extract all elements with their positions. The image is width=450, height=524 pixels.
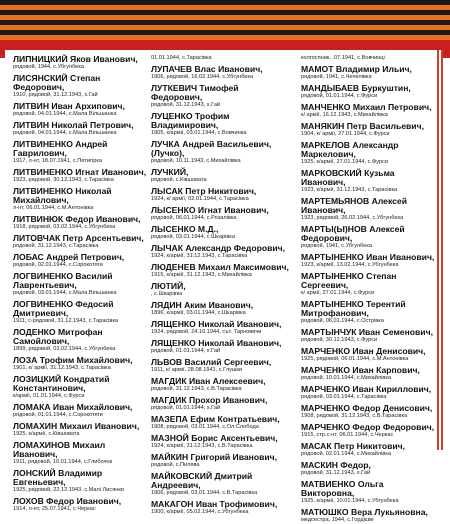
entry-name: МАНДЫБАЕВ Буркуштин, [301, 83, 411, 93]
list-item [13, 74, 151, 99]
entry-info: 1906, рядовой, 16.02.1944, с.Убгунбека [151, 74, 254, 80]
list-item [13, 168, 151, 184]
entry-name: ЛЫСЕНКО М.Д., [151, 224, 219, 234]
entry-info: 1923, рядовой, 30.12.1943, с.Тарасівка [13, 177, 114, 183]
entry-info: рядовой, 31.12.1943, с.Тарасівка [13, 243, 99, 249]
list-item [151, 415, 289, 431]
entry-name: МАРЧЕНКО Иван Карпович, [301, 365, 420, 375]
entry-name: МАНЧЕНКО Михаил Петрович, [301, 102, 432, 112]
entry-name: МАКАГОН Иван Трофимович, [151, 499, 278, 509]
entry-name: МАЗЕПА Ефим Контратьевич, [151, 414, 280, 424]
entry-name: ЛУЦЕНКО Трофим Владимирович, [151, 111, 230, 130]
entry-info: 1914, л-нт, 25.07.1941, с.Черкас [13, 506, 96, 512]
entry-name: МАРТЕМЬЯНОВ Алексей Иванович, [301, 196, 407, 215]
entry-info: 1924, к/армії, 31.12.1943, с.В.Тарасівка [151, 443, 253, 449]
entry-info: рядовой, 31.12.1943, х.Гай [301, 470, 371, 476]
list-item [13, 121, 151, 137]
list-item [151, 244, 289, 260]
entry-name: ЛУТКЕВИЧ Тимофей Федорович, [151, 83, 239, 102]
list-item [151, 320, 289, 336]
list-item [13, 272, 151, 297]
list-item [301, 169, 439, 194]
entry-info: рядовой, с.Ківшовата [151, 177, 207, 183]
list-item [151, 55, 289, 62]
list-item [151, 282, 289, 298]
memorial-page [5, 50, 437, 523]
entry-name: ЛИТВИН Николай Петрович, [13, 120, 134, 130]
entry-info: 1910, рядовой, 31.12.1943, х.Гай [13, 92, 98, 98]
entry-info: рядовой, 01.01.1944, с.Фурси [301, 93, 378, 99]
list-item [301, 122, 439, 138]
entry-info: рядовой, с.Пилява [151, 462, 200, 468]
list-item [13, 469, 151, 494]
entry-name: МАНЯКИН Петр Васильевич, [301, 121, 424, 131]
ribbon-stripes [0, 0, 450, 45]
entry-name: МАРТЫНЕНКО Терентий Митрофанович, [301, 299, 406, 318]
entry-name: МАРТЫНЕНКО Степан Сергеевич, [301, 271, 397, 290]
list-item [13, 253, 151, 269]
list-item [301, 55, 439, 62]
entry-name: МАЙКИН Григорий Иванович, [151, 452, 278, 462]
entry-info: 1923, к/армії, 31.12.1943, с.Тарасівка [301, 187, 398, 193]
entry-name: ЛИТВИНЕНКО Игнат Иванович, [13, 167, 147, 177]
entry-info: 1924, к/армії, 31.12.1943, с.Тарасівка [151, 253, 248, 259]
entry-name: МАТВИЕНКО Ольга Викторовна, [301, 479, 384, 498]
entry-info: рядовой, 03.01.1944, с.Мала Вільшанка [13, 290, 117, 296]
list-item [301, 347, 439, 363]
entry-name: ЛОМАКА Иван Михайлович, [13, 402, 133, 412]
entry-name: МАТЮШКО Вера Лукьяновна, [301, 507, 428, 517]
entry-info: рядовой, 1941, с.Чепелівка [301, 74, 372, 80]
entry-name: ЛОЗИЦКИЙ Кондратий Константинович, [13, 374, 110, 393]
entry-name: МАРЧЕНКО Федор Денисович, [301, 403, 433, 413]
column-1 [13, 54, 151, 512]
entry-name: МАРКОВСКИЙ Кузьма Иванович, [301, 168, 395, 187]
list-item [301, 480, 439, 505]
list-item [301, 103, 439, 119]
entry-info: рядовой, 01.01.1944, х.Гай [151, 348, 221, 354]
entry-info: рядовой, 1941, с.Убгунбека [301, 243, 373, 249]
entry-name: МАСАК Петр Никитович, [301, 441, 406, 451]
entry-info: колгоспник, .07.1941, с.Вовчинці [301, 55, 385, 61]
list-item [13, 356, 151, 372]
entry-info: 1915, к/армії, 31.12.1943, с.Михайлівка [151, 272, 252, 278]
entry-name: МАГДИК Иван Алексеевич, [151, 376, 266, 386]
entry-info: рядовой, 02.01.1944, с.Сорокотяги [13, 262, 103, 268]
entry-info: к/ армії, 27.01.1944, с.Фурси [301, 290, 375, 296]
entry-info: медсестра, 1944, с.Гордієве [301, 517, 374, 523]
list-item [151, 339, 289, 355]
entry-name: ЛЫСЕНКО Игнат Иванович, [151, 205, 269, 215]
entry-name: ЛЫЧАК Александр Федорович, [151, 243, 286, 253]
entry-name: ЛИТВИНЕНКО Николай Михайлович, [13, 186, 112, 205]
list-item [151, 140, 289, 165]
entry-name: ЛИТВИН Иван Архипович, [13, 101, 125, 111]
entry-name: ЛЫСАК Петр Никитович, [151, 186, 257, 196]
entry-info: рядовой, 04.01.1944, с.Мала Вільшанка [13, 130, 117, 136]
entry-name: МАЗНОЙ Борис Аксентьевич, [151, 433, 278, 443]
entry-info: к/ армії, 16.12.1943, с.Михайлівка [301, 112, 388, 118]
list-item [13, 300, 151, 325]
entry-info: 1917, л-нт, 18.07.1941, с.Пятигірка [13, 158, 103, 164]
entry-info: рядовой, 30.12.1943, с.Фурси [301, 337, 378, 343]
list-item [13, 422, 151, 438]
list-item [301, 508, 439, 524]
entry-info: рядовой, 10.01.1944, с.Михайлівка [301, 375, 392, 381]
list-item [151, 358, 289, 374]
entry-name: ЛОГВИНЕНКО Федосий Дмитриевич, [13, 299, 114, 318]
list-item [13, 497, 151, 513]
list-item [301, 385, 439, 401]
entry-info: рядовой, 01.01.1944, х.Гай [151, 405, 221, 411]
list-item [151, 112, 289, 137]
entry-info: 1904, к/ армії, 27.01.1944, с.Фурси [301, 131, 390, 137]
list-item [301, 328, 439, 344]
list-item [151, 206, 289, 222]
entry-name: ЛОЗА Трофим Михайлович, [13, 355, 133, 365]
list-item [301, 366, 439, 382]
entry-name: ЛОМАХИН Михаил Иванович, [13, 421, 140, 431]
entry-name: ЛУЧКА Андрей Васильевич, (Лучко), [151, 139, 272, 158]
entry-info: рядовой, 03.01.1944, с.Шкарівка [151, 234, 235, 240]
entry-info: рядовой, 1944, с.Убгунбека [13, 64, 85, 70]
entry-info: 1925, к/армії, 10.01.1944, с.Убгунбека [301, 498, 399, 504]
entry-info: 1923, к/армії, 13.02.1944, с.Убгунбека [301, 262, 399, 268]
entry-info: рядовой, 06.01.1944, с.Острівка [301, 318, 384, 324]
entry-name: МАРТЫ(Ы)НОВ Алексей Федорович, [301, 224, 405, 243]
entry-info: , с.Шкарівка [151, 291, 183, 297]
entry-info: 1925, к/армії, с.Ківшовата [13, 431, 80, 437]
entry-info: рядовой, 04.01.1944, с.Мала Вільшанка [13, 111, 117, 117]
entry-name: ЛУЧКИЙ, [151, 167, 189, 177]
list-item [301, 404, 439, 420]
entry-info: рядовой, 10.11.1943, с.Михайлівка [151, 158, 241, 164]
list-item [13, 234, 151, 250]
entry-name: МАРЧЕНКО Федор Федорович, [301, 422, 435, 432]
entry-info: 1925, рядовой, 22.12.1943, с.Малі Лисянки [13, 487, 124, 493]
entry-name: ЛОНСКИЙ Владимир Евгеньевич, [13, 468, 103, 487]
entry-name: ЛУПАЧЕВ Влас Иванович, [151, 64, 263, 74]
entry-info: 1901, к/ армії, 31.12.1943, с.Тарасівка [13, 365, 111, 371]
list-item [151, 500, 289, 516]
entry-name: ЛЯДИН Аким Иванович, [151, 300, 254, 310]
list-item [13, 140, 151, 165]
list-item [301, 300, 439, 325]
entry-name: МАСКИН Федор, [301, 460, 371, 470]
list-item [13, 187, 151, 212]
entry-name: ЛИТОВЧАК Петр Арсентьевич, [13, 233, 144, 243]
entry-name: ЛОГВИНЕНКО Василий Лаврентьевич, [13, 271, 113, 290]
list-item [301, 65, 439, 81]
list-item [13, 441, 151, 466]
entry-name: ЛОБАС Андрей Петрович, [13, 252, 125, 262]
entry-name: ЛЮДЕНЕВ Михаил Максимович, [151, 262, 289, 272]
list-item [13, 55, 151, 71]
list-item [301, 461, 439, 477]
list-item [301, 423, 439, 439]
entry-name: ЛИТВИНЮК Федор Иванович, [13, 214, 141, 224]
list-item [151, 187, 289, 203]
entry-info: 1899, рядовой, 03.02.1944, с.Убгунбека [13, 346, 116, 352]
list-item [151, 301, 289, 317]
entry-name: ЛЬВОВ Василий Сергеевич, [151, 357, 272, 367]
list-item [151, 396, 289, 412]
entry-info: рядовой, 31.12.1943, х.Гай [151, 102, 221, 108]
entry-info: 1915, стр.с-нт, 06.01.1944, с.Черкас [301, 432, 394, 438]
entry-name: ЛОХОВ Федор Иванович, [13, 496, 122, 506]
list-item [301, 442, 439, 458]
entry-info: 1925, к/армії, 27.01.1944, с.Фурси [301, 159, 389, 165]
entry-info: 1911, рядовой, 10.01.1944, с.Глибочок [13, 459, 113, 465]
entry-info: рядовой, 01.01.1944, с.Сорокотяги [13, 412, 103, 418]
list-item [151, 168, 289, 184]
list-item [13, 102, 151, 118]
entry-info: л-нт, 06.01.1944, с.М.Антонівка [13, 205, 94, 211]
entry-info: 1908, рядовой, 31.12.1943, с.В.Тарасівка [301, 413, 408, 419]
entry-info: 1900, к/армії, 05.02.1944, с.Убгунбека [151, 509, 249, 515]
entry-name: ЛИСЯНСКИЙ Степан Федорович, [13, 73, 101, 92]
list-item [301, 141, 439, 166]
list-item [301, 253, 439, 269]
entry-info: 1911, с-рядовой, 31.12.1943, с.Тарасівка [13, 318, 119, 324]
entry-info: 1923, рядовой, 26.02.1944, с.Убгунбека [301, 215, 404, 221]
entry-name: МАРЧЕНКО Иван Денисович, [301, 346, 426, 356]
entry-info: рядовой, 02.01.1944, с.Михайлівка [301, 451, 392, 457]
entry-info: 1911, к/ армії, 28.08.1941, с.Глушки [151, 367, 242, 373]
entry-name: МАРКЕЛОВ Александр Маркелович, [301, 140, 399, 159]
entry-info: рядовой, 03.01.1944, с.Тарасівка [301, 394, 387, 400]
list-item [301, 225, 439, 250]
list-item [151, 472, 289, 497]
list-item [301, 197, 439, 222]
entry-name: ЛЯЩЕНКО Николай Иванович, [151, 338, 282, 348]
list-item [13, 328, 151, 353]
list-item [151, 263, 289, 279]
column-3 [301, 55, 439, 523]
entry-info: к/армії, 01.01.1944, с.Фурси [13, 393, 85, 399]
list-item [301, 272, 439, 297]
list-item [13, 215, 151, 231]
list-item [13, 375, 151, 400]
entry-name: ЛЮТИЙ, [151, 281, 186, 291]
entry-name: МАРТЫНЧУК Иван Семенович, [301, 327, 433, 337]
entry-info: 1908, рядовой, 03.01.1944, с.Ол.Слобода [151, 424, 259, 430]
list-item [151, 65, 289, 81]
entry-name: МАГДИК Прохор Иванович, [151, 395, 268, 405]
list-item [151, 434, 289, 450]
entry-name: МАМОТ Владимир Ильич, [301, 64, 412, 74]
list-item [301, 84, 439, 100]
entry-name: МАРЧЕНКО Иван Кириллович, [301, 384, 432, 394]
entry-name: ЛИПНИЦКИЙ Яков Иванович, [13, 54, 138, 64]
entry-name: ЛИТВИНЕНКО Андрей Гаврилович, [13, 139, 108, 158]
entry-info: 1924, к/ армії, 02.01.1944, с.Тарасівка [151, 196, 249, 202]
entry-info: 01.01.1944, с.Тарасівка [151, 55, 212, 61]
entry-info: 1905, к/армії, 03.01.1944, с.Вовчинка [151, 130, 247, 136]
entry-info: рядовой, 06.01.1944, с.Розалівка [151, 215, 237, 221]
entry-info: 1925, рядовой, 06.01.1944, с.М.Антонівка [301, 356, 409, 362]
list-item [151, 453, 289, 469]
list-item [151, 225, 289, 241]
entry-info: рядовой, 31.12.1943, с.В.Тарасівка [151, 386, 242, 392]
entry-info: 1918, рядовой, 03.02.1944, с.Убгунбека [13, 224, 116, 230]
entry-name: МАЙКОВСКИЙ Дмитрий Андреевич, [151, 471, 253, 490]
list-item [151, 377, 289, 393]
entry-name: ЛЯЩЕНКО Николай Иванович, [151, 319, 282, 329]
column-2 [151, 55, 289, 515]
entry-info: 1924, рядовой, 24.10.1944, сът. Тарновичи [151, 329, 262, 335]
entry-name: ЛОМАХИНОВ Михаил Иванович, [13, 440, 106, 459]
entry-info: 1906, рядовой, 03.01.1944, с.В.Тарасівка [151, 490, 258, 496]
entry-name: ЛОДЕНКО Митрофан Самойлович, [13, 327, 103, 346]
list-item [13, 403, 151, 419]
entry-info: 1896, к/армії, 03.01.1944, с.Шкарівка [151, 310, 246, 316]
entry-name: МАРТЫНЕНКО Иван Иванович, [301, 252, 435, 262]
list-item [151, 84, 289, 109]
